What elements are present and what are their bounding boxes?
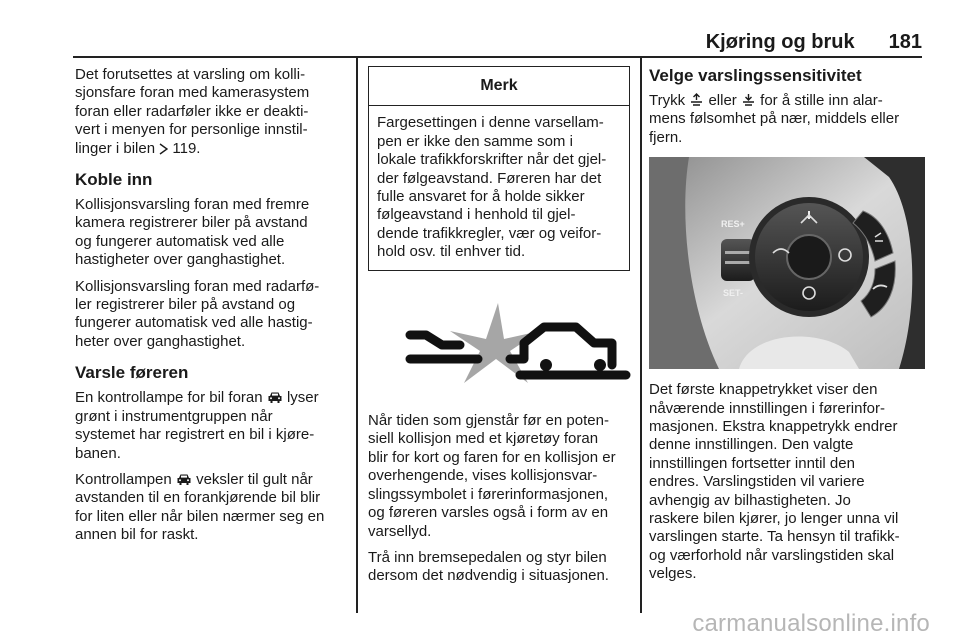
collision-warning-icon [368, 299, 632, 391]
column-3 [649, 66, 929, 592]
note-body: Fargesettingen i denne varsellam- pen er ikke den samme som i lokale trafikkforskrifter når det gjel- der følgeavstand. Føreren har det fulle ansvaret for å holde sikker følgeavstand i henhold til gjel- dende trafikkregler, vær og veifor- hold osv. til enhver tid. [377, 114, 607, 261]
heading-sensitivity: Velge varslingssensitivitet [649, 66, 862, 85]
car-ahead-icon [176, 473, 192, 486]
button-press-paragraph: Det første knappetrykket viser den nåværende innstillingen i førerinfor- masjonen. Ekstra knappetrykk endrer denne innstillingen. Den valgte innstillingen fortsetter inntil den endres. Varslingstiden vil variere avhengig av bilhastigheten. Jo raskere bilen kjører, jo lenger unna vil varslingen starte. Ta hensyn til trafikk- og værforhold når varslingstiden skal velges. [649, 381, 900, 583]
camera-paragraph: Kollisjonsvarsling foran med fremre kamera registrerer biler på avstand og fungerer automatisk ved alle hastigheter over ganghastighet. [75, 196, 310, 269]
column-2 [368, 66, 632, 594]
brake-paragraph: Trå inn bremsepedalen og styr bilen dersom det nødvendig i situasjonen. [368, 548, 609, 585]
sensitivity-down-icon [741, 93, 756, 107]
lamp-change-paragraph: Kontrollampen veksler til gult når avstanden til en forankjørende bil blir for liten eller når bilen nærmer seg en annen bil for raskt. [75, 470, 325, 544]
note-box [368, 66, 630, 271]
set-label: SET- [723, 288, 744, 299]
column-1 [75, 66, 347, 553]
watermark: carmanualsonline.info [692, 610, 930, 637]
note-title: Merk [369, 67, 629, 106]
heading-connect: Koble inn [75, 170, 153, 190]
page-header [706, 30, 922, 54]
header-rule [73, 56, 922, 58]
car-ahead-icon [267, 391, 283, 404]
heading-warn-driver: Varsle føreren [75, 363, 189, 383]
intro-paragraph: Det forutsettes at varsling om kolli- sjonsfare foran med kamerasystem foran eller radarføler ikke er deakti- vert i menyen for personlige innstil- linger i bilen 119. [75, 66, 310, 157]
page-reference-link[interactable]: 119. [172, 139, 201, 157]
column-divider-1 [356, 57, 358, 613]
control-lamp-paragraph: En kontrollampe for bil foran lyser grønt i instrumentgruppen når systemet har registrert en bil i kjøre- banen. [75, 389, 319, 462]
sensitivity-paragraph: Trykk eller for å stille inn alar- mens følsomhet på nær, middels eller fjern. [649, 92, 900, 146]
res-label: RES+ [721, 219, 745, 230]
column-divider-2 [640, 57, 642, 613]
chapter-title: Kjøring og bruk [705, 30, 855, 53]
sensitivity-up-icon [689, 93, 704, 107]
page-reference-arrow-icon [159, 143, 168, 155]
steering-wheel-controls-photo [649, 157, 925, 369]
collision-paragraph: Når tiden som gjenstår før en poten- siell kollisjon med et kjøretøy foran blir for kort og faren for en kollisjon er overhengende, vises kollisjonsvar- slingssymbolet i førerinformasjonen, og føreren varsles også i form av en varsellyd. [368, 412, 616, 540]
page-number: 181 [888, 30, 922, 53]
radar-paragraph: Kollisjonsvarsling foran med radarfø- ler registrerer biler på avstand og fungerer automatisk ved alle hastig- heter over ganghastighet. [75, 277, 320, 350]
